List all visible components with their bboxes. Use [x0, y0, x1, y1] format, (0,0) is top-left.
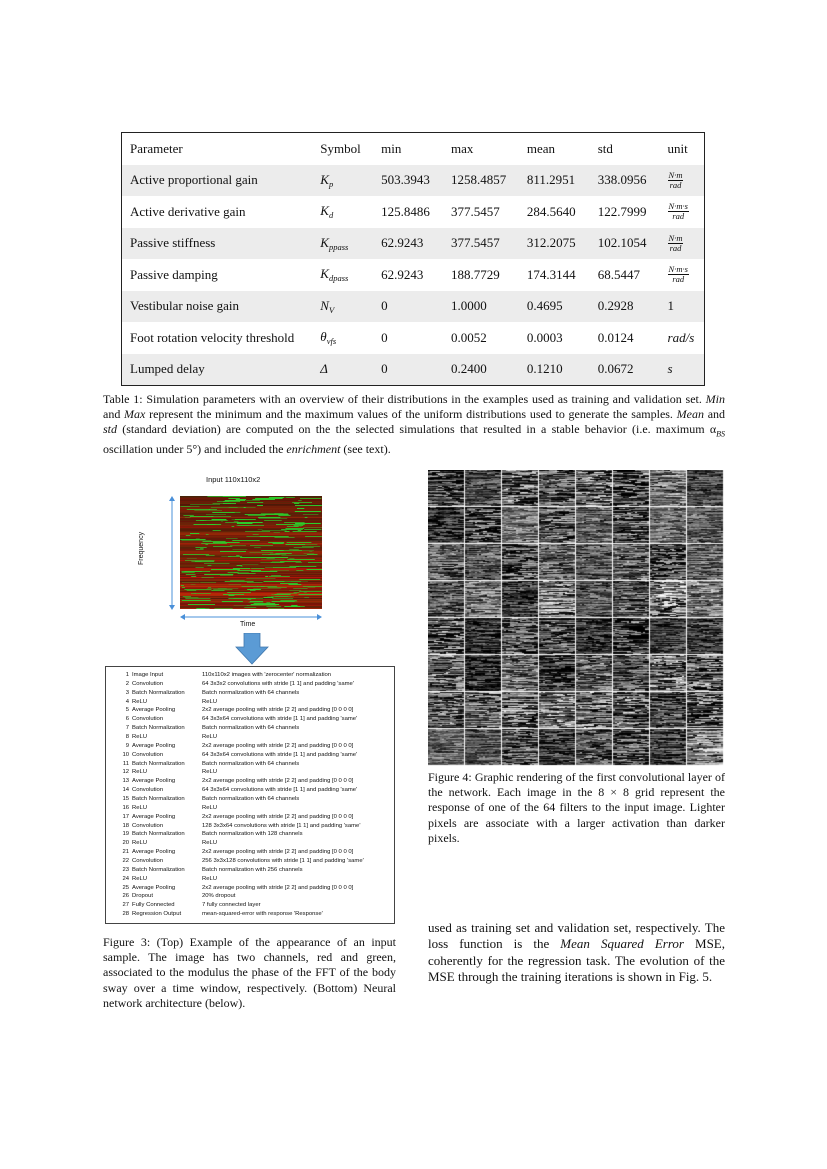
layer-number: 14 — [122, 787, 129, 794]
unit-cell — [660, 322, 705, 354]
layer-description: 110x110x2 images with 'zerocenter' normalization — [202, 672, 332, 678]
caption-enrichment: enrichment — [286, 442, 341, 456]
layer-number: 11 — [122, 760, 129, 767]
layer-type: ReLU — [132, 875, 148, 882]
unit-numerator: N·m — [668, 232, 683, 243]
symbol-cell — [312, 228, 373, 260]
caption-mean: Mean — [676, 407, 704, 422]
layer-number: 16 — [122, 804, 129, 811]
layer-row — [118, 715, 394, 724]
symbol-subscript: p — [328, 178, 334, 189]
layer-number: 26 — [122, 893, 129, 900]
layer-description: ReLU — [202, 840, 218, 847]
parameter-cell: Passive stiffness — [122, 228, 313, 260]
layer-type: Convolution — [132, 751, 164, 758]
mean-cell: 811.2951 — [519, 165, 590, 197]
layer-description: Batch normalization with 64 channels — [202, 725, 300, 732]
layer-description: Batch normalization with 64 channels — [202, 796, 300, 803]
table-row — [122, 165, 705, 197]
mean-cell: 284.5640 — [526, 203, 576, 219]
unit-cell — [660, 165, 705, 197]
layer-description: 2x2 average pooling with stride [2 2] and padding [0 0 0 0] — [202, 813, 354, 820]
layer-type: Batch Normalization — [132, 725, 185, 732]
layer-row — [118, 822, 394, 831]
layer-description: ReLU — [202, 734, 218, 741]
caption-text: and — [703, 407, 726, 422]
table-row — [122, 354, 705, 386]
layer-type: Batch Normalization — [132, 796, 185, 803]
max-cell: 377.5457 — [443, 228, 519, 260]
caption-text: Table 1: Simulation parameters with an overview of their distributions in the examples used as training and validation set. — [103, 392, 706, 406]
layer-description: 64 3x3x64 convolutions with stride [1 1] and padding 'same' — [202, 751, 358, 758]
std-cell: 122.7999 — [597, 203, 647, 219]
layer-row — [118, 786, 394, 795]
unit-fraction — [668, 234, 684, 253]
layer-number: 23 — [122, 866, 129, 873]
std-cell: 102.1054 — [590, 228, 660, 260]
layer-description: 2x2 average pooling with stride [2 2] and padding [0 0 0 0] — [202, 778, 354, 785]
caption-text: grid represent the response of one of the 64 filters to the input image. Lighter pixels are associate with a larger activation than darker pixels. — [428, 785, 725, 845]
unit-denominator: rad — [672, 274, 685, 285]
unit-cell — [660, 354, 705, 386]
symbol: Δ — [320, 361, 328, 377]
std-cell: 338.0956 — [590, 165, 660, 197]
unit-cell — [660, 291, 705, 323]
layer-description: 7 fully connected layer — [202, 902, 261, 909]
body-paragraph — [428, 920, 725, 985]
header-min: min — [381, 140, 402, 156]
layer-type: ReLU — [132, 804, 148, 811]
layer-type: Batch Normalization — [132, 760, 185, 767]
layer-type: Convolution — [132, 716, 164, 723]
table-header-row — [122, 133, 705, 165]
parameter-cell: Passive damping — [130, 266, 218, 282]
layer-type: Average Pooling — [132, 742, 176, 749]
unit-numerator: N·m — [668, 169, 683, 180]
symbol-subscript: V — [328, 304, 335, 315]
mean-cell: 0.0003 — [526, 329, 563, 345]
layer-description: Batch normalization with 128 channels — [202, 831, 303, 838]
layer-type: Convolution — [132, 680, 164, 687]
layer-row — [118, 671, 394, 680]
layer-description: 64 3x3x64 convolutions with stride [1 1] and padding 'same' — [202, 716, 358, 723]
header-std: std — [597, 140, 613, 156]
frequency-axis-label: Frequency — [138, 531, 145, 565]
unit-denominator: rad — [669, 179, 682, 190]
table-row — [122, 228, 705, 260]
unit-cell — [660, 196, 705, 228]
unit-text: s — [667, 361, 673, 377]
unit-numerator: N·m·s — [668, 264, 688, 275]
min-cell: 503.3943 — [373, 165, 443, 197]
layer-type: ReLU — [132, 698, 148, 705]
caption-text: and — [103, 407, 125, 422]
layer-description: 128 3x3x64 convolutions with stride [1 1] and padding 'same' — [202, 822, 361, 829]
layer-description: ReLU — [202, 769, 218, 776]
table-row — [122, 322, 705, 354]
layer-type: Regression Output — [132, 911, 182, 918]
layer-type: ReLU — [132, 734, 148, 741]
layer-number: 3 — [125, 689, 129, 696]
layer-type: Average Pooling — [132, 849, 176, 856]
layer-number: 19 — [122, 831, 129, 838]
min-cell: 62.9243 — [373, 228, 443, 260]
layer-number: 24 — [122, 875, 129, 882]
layer-number: 12 — [122, 769, 129, 776]
layer-description: 2x2 average pooling with stride [2 2] and padding [0 0 0 0] — [202, 884, 354, 891]
max-cell: 188.7729 — [451, 266, 500, 282]
std-cell: 68.5447 — [597, 266, 640, 282]
layer-type: Dropout — [132, 893, 153, 900]
layer-description: ReLU — [202, 698, 218, 705]
max-cell: 377.5457 — [451, 203, 500, 219]
layer-row — [118, 742, 394, 751]
layer-row — [118, 892, 394, 901]
caption-text: oscillation under 5°) and included the — [103, 442, 287, 456]
layer-row — [118, 813, 394, 822]
conv-filter-response-grid — [428, 470, 725, 767]
layer-type: ReLU — [132, 840, 148, 847]
layer-description: 64 3x3x2 convolutions with stride [1 1] and padding 'same' — [202, 680, 354, 687]
layer-type: Fully Connected — [132, 902, 175, 909]
symbol: K — [320, 234, 329, 250]
layer-type: Convolution — [132, 858, 164, 865]
max-cell: 0.2400 — [443, 354, 519, 386]
header-unit: unit — [667, 140, 688, 156]
layer-description: 64 3x3x64 convolutions with stride [1 1] and padding 'same' — [202, 787, 358, 794]
mean-cell: 174.3144 — [526, 266, 576, 282]
min-cell: 62.9243 — [381, 266, 424, 282]
min-cell: 0 — [373, 291, 443, 323]
table-row — [122, 259, 705, 291]
input-image-title: Input 110x110x2 — [206, 475, 261, 484]
body-text: MSE, coherently for the regression task. The evolution of the MSE through the training iterations is shown in Fig. 5. — [428, 936, 725, 984]
layer-row — [118, 830, 394, 839]
layer-description: ReLU — [202, 804, 218, 811]
symbol-cell — [312, 259, 373, 291]
caption-text: Figure 4: Graphic rendering of the first convolutional layer of the network. Each image in the — [428, 770, 725, 800]
layer-type: Convolution — [132, 822, 164, 829]
time-axis-label: Time — [240, 621, 256, 628]
layer-number: 25 — [122, 884, 129, 891]
unit-denominator: rad — [672, 211, 685, 222]
layer-row — [118, 875, 394, 884]
min-cell: 125.8486 — [381, 203, 430, 219]
layer-row — [118, 795, 394, 804]
layer-row — [118, 751, 394, 760]
layer-number: 5 — [125, 707, 129, 714]
layer-number: 2 — [125, 680, 129, 687]
symbol-cell — [312, 291, 373, 323]
layer-number: 6 — [125, 716, 129, 723]
std-cell: 0.2928 — [590, 291, 660, 323]
caption-text: (see text). — [340, 442, 391, 456]
symbol-cell — [312, 196, 373, 228]
layer-row — [118, 884, 394, 893]
caption-text: (standard deviation) are computed on the the selected simulations that resulted in a stable behavior (i.e. maximum — [117, 422, 710, 437]
layer-row — [118, 733, 394, 742]
unit-cell — [660, 259, 705, 291]
unit-fraction — [668, 265, 689, 284]
layer-row — [118, 760, 394, 769]
table-row — [122, 291, 705, 323]
caption-text: represent the minimum and the maximum values of the uniform distributions used to generate the samples. — [145, 407, 677, 422]
symbol-cell — [312, 322, 373, 354]
layer-number: 7 — [125, 725, 129, 732]
min-cell: 0 — [381, 329, 388, 345]
layer-row — [118, 910, 394, 919]
header-max: max — [451, 140, 474, 156]
layer-row — [118, 901, 394, 910]
figure3-caption: Figure 3: (Top) Example of the appearance of an input sample. The image has two channels, red and green, associated to the modulus the phase of the FFT of the body sway over a time window, respectively. (Bottom) Neural network architecture (below). — [103, 935, 396, 1010]
parameter-table — [121, 132, 705, 386]
layer-description: 2x2 average pooling with stride [2 2] and padding [0 0 0 0] — [202, 849, 354, 856]
parameter-cell: Foot rotation velocity threshold — [130, 329, 295, 345]
layer-description: 2x2 average pooling with stride [2 2] and padding [0 0 0 0] — [202, 742, 354, 749]
symbol-subscript: vfs — [326, 336, 337, 347]
layer-number: 4 — [125, 698, 129, 705]
caption-max: Max — [124, 407, 146, 422]
std-cell: 0.0124 — [597, 329, 634, 345]
figure4-caption — [428, 770, 725, 846]
unit-fraction — [668, 171, 684, 190]
max-cell: 1.0000 — [443, 291, 519, 323]
layer-number: 28 — [122, 911, 129, 918]
table-caption — [103, 392, 725, 457]
caption-std: std — [103, 422, 118, 437]
std-cell: 0.0672 — [590, 354, 660, 386]
layer-description: ReLU — [202, 875, 218, 882]
layer-row — [118, 804, 394, 813]
layer-type: Batch Normalization — [132, 866, 185, 873]
layer-row — [118, 839, 394, 848]
layer-type: Average Pooling — [132, 884, 176, 891]
symbol-cell — [312, 165, 373, 197]
layer-number: 9 — [125, 742, 129, 749]
grid-dimension: 8 × 8 — [598, 785, 630, 800]
layer-description: Batch normalization with 64 channels — [202, 760, 300, 767]
layer-number: 17 — [122, 813, 129, 820]
header-mean: mean — [526, 140, 556, 156]
network-architecture-listing — [105, 666, 395, 924]
layer-description: Batch normalization with 64 channels — [202, 689, 300, 696]
input-spectrogram-image — [180, 496, 322, 609]
caption-alpha-sub: BS — [716, 429, 725, 439]
symbol: K — [320, 266, 329, 282]
layer-number: 8 — [125, 734, 129, 741]
parameter-cell: Lumped delay — [122, 354, 313, 386]
layer-number: 27 — [122, 902, 129, 909]
layer-description: 20% dropout — [202, 893, 236, 900]
layer-number: 20 — [122, 840, 129, 847]
symbol-subscript: dpass — [328, 273, 349, 284]
unit-text: 1 — [667, 298, 675, 314]
layer-type: Average Pooling — [132, 778, 176, 785]
header-parameter: Parameter — [130, 140, 183, 156]
layer-number: 10 — [122, 751, 129, 758]
unit-text: rad/s — [667, 329, 695, 345]
unit-numerator: N·m·s — [668, 201, 688, 212]
layer-row — [118, 768, 394, 777]
layer-description: Batch normalization with 256 channels — [202, 866, 303, 873]
unit-fraction — [668, 202, 689, 221]
symbol-subscript: ppass — [328, 241, 349, 252]
caption-min: Min — [705, 392, 725, 406]
symbol: K — [320, 171, 329, 187]
layer-type: Batch Normalization — [132, 831, 185, 838]
layer-row — [118, 777, 394, 786]
symbol-subscript: d — [328, 210, 334, 221]
layer-description: 256 3x3x128 convolutions with stride [1 1] and padding 'same' — [202, 858, 364, 865]
layer-number: 1 — [125, 672, 129, 678]
layer-row — [118, 698, 394, 707]
body-mse-term: Mean Squared Error — [560, 936, 684, 952]
frequency-axis-arrow — [166, 496, 178, 610]
layer-row — [118, 857, 394, 866]
body-text: used as training set and validation set, respectively. The loss function is the — [428, 920, 725, 952]
unit-denominator: rad — [669, 242, 682, 253]
layer-type: Batch Normalization — [132, 689, 185, 696]
max-cell: 0.0052 — [451, 329, 487, 345]
layer-row — [118, 706, 394, 715]
table-row — [122, 196, 705, 228]
layer-type: Average Pooling — [132, 707, 176, 714]
header-symbol: Symbol — [320, 140, 361, 156]
layer-number: 18 — [122, 822, 129, 829]
layer-type: Convolution — [132, 787, 164, 794]
parameter-cell: Active derivative gain — [130, 203, 246, 219]
layer-number: 13 — [122, 778, 129, 785]
max-cell: 1258.4857 — [443, 165, 519, 197]
layer-number: 21 — [122, 849, 129, 856]
down-arrow-icon — [234, 633, 270, 665]
symbol: θ — [320, 329, 327, 345]
layer-row — [118, 689, 394, 698]
layer-row — [118, 724, 394, 733]
layer-row — [118, 848, 394, 857]
symbol: K — [320, 203, 329, 219]
layer-row — [118, 680, 394, 689]
layer-description: 2x2 average pooling with stride [2 2] and padding [0 0 0 0] — [202, 707, 354, 714]
min-cell: 0 — [373, 354, 443, 386]
symbol: N — [320, 297, 329, 313]
caption-alpha: α — [709, 422, 717, 437]
layer-row — [118, 866, 394, 875]
layer-number: 22 — [122, 858, 129, 865]
unit-cell — [660, 228, 705, 260]
mean-cell: 0.4695 — [519, 291, 590, 323]
parameter-cell: Active proportional gain — [122, 165, 313, 197]
mean-cell: 312.2075 — [519, 228, 590, 260]
layer-type: ReLU — [132, 769, 148, 776]
layer-type: Image Input — [132, 672, 164, 678]
layer-description: mean-squared-error with response 'Response' — [202, 911, 323, 918]
mean-cell: 0.1210 — [519, 354, 590, 386]
symbol-cell — [312, 354, 373, 386]
layer-number: 15 — [122, 796, 129, 803]
layer-type: Average Pooling — [132, 813, 176, 820]
parameter-cell: Vestibular noise gain — [122, 291, 313, 323]
